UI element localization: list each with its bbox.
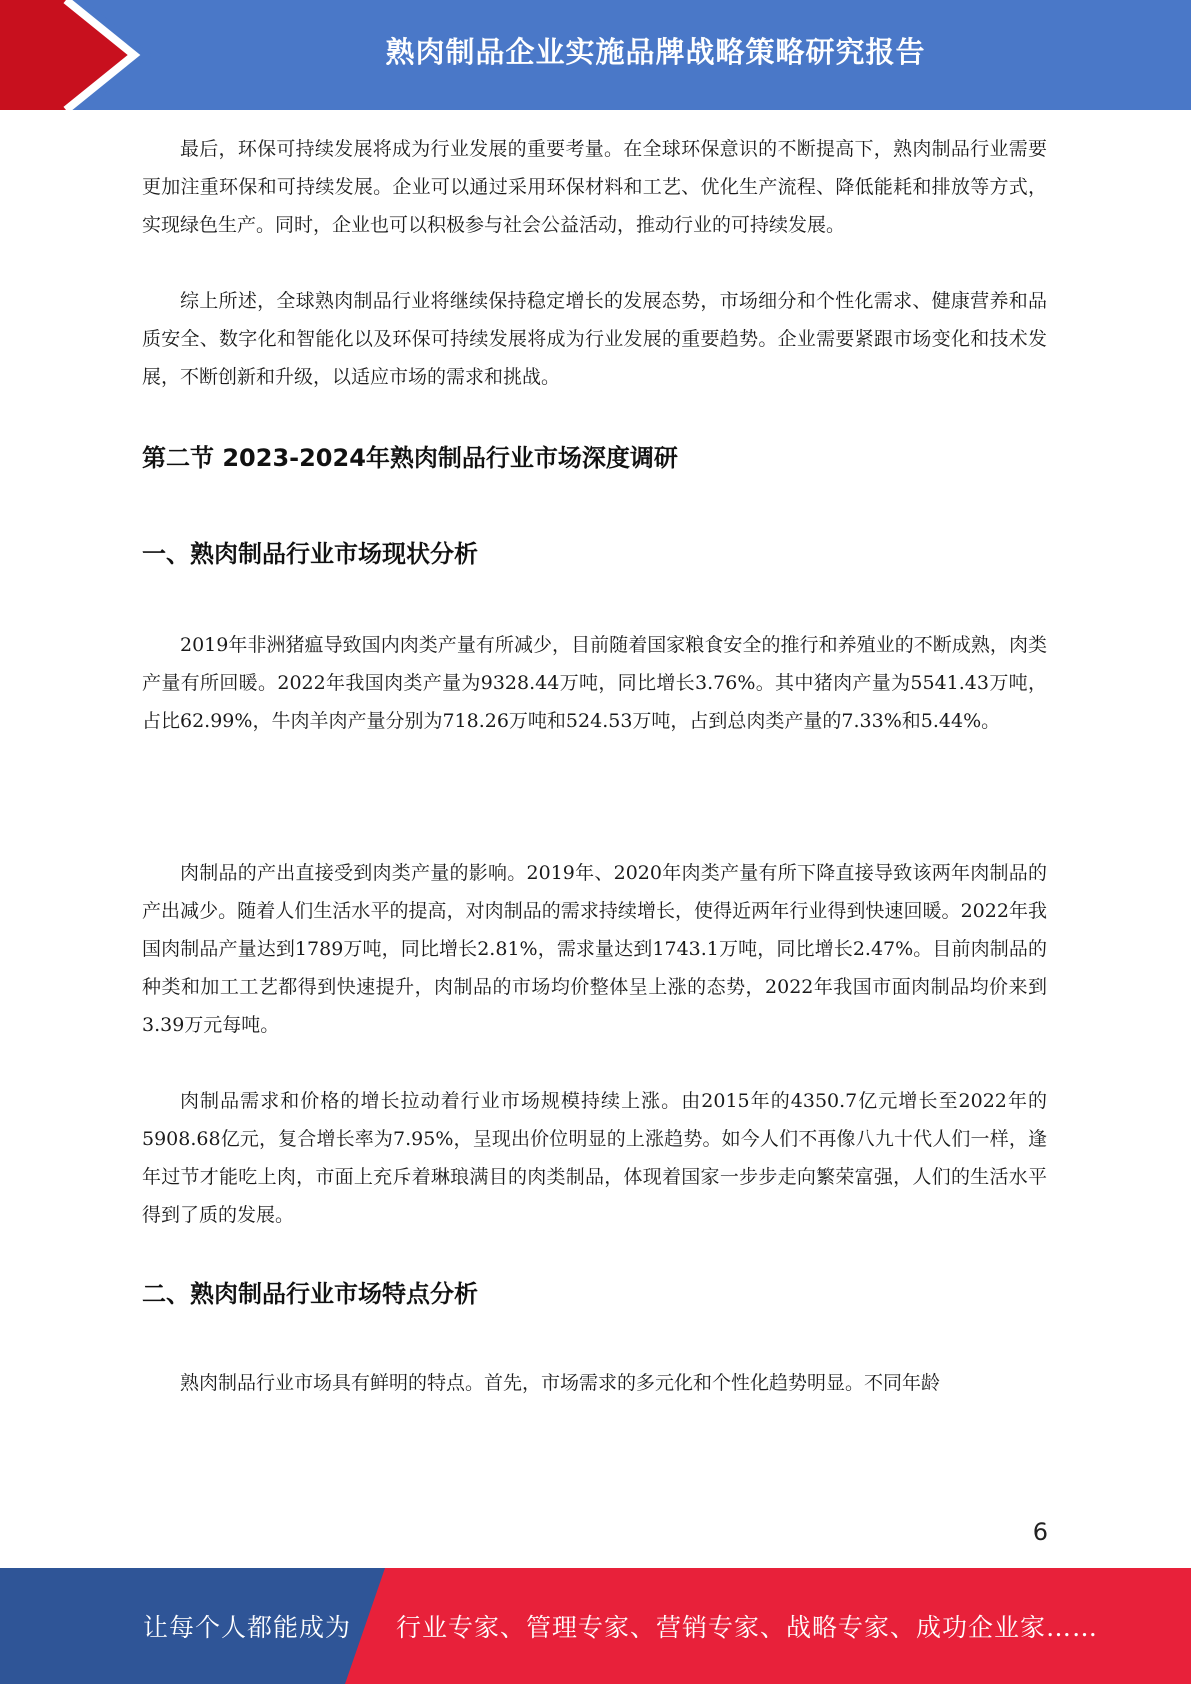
page-number: 6 (1032, 1518, 1048, 1546)
document-body (142, 130, 1047, 1402)
paragraph-market-features: 熟肉制品行业市场具有鲜明的特点。首先，市场需求的多元化和个性化趋势明显。不同年龄 (180, 1372, 941, 1394)
page-footer (0, 1568, 1191, 1684)
section-heading: 第二节 2023-2024年熟肉制品行业市场深度调研 (142, 444, 678, 472)
page-header (0, 0, 1191, 110)
paragraph-market-size: 肉制品需求和价格的增长拉动着行业市场规模持续上涨。由2015年的4350.7亿元增长至2022年的5908.68亿元，复合增长率为7.95%，呈现出价位明显的上涨趋势。如今人们不再像八九十代人们一样，逢年过节才能吃上肉，市面上充斥着琳琅满目的肉类制品，体现着国家一步步走向繁荣富强，人们的生活水平得到了质的发展。 (142, 1090, 1047, 1226)
paragraph-meat-output: 2019年非洲猪瘟导致国内肉类产量有所减少，目前随着国家粮食安全的推行和养殖业的不断成熟，肉类产量有所回暖。2022年我国肉类产量为9328.44万吨，同比增长3.76%。其中猪肉产量为5541.43万吨，占比62.99%，牛肉羊肉产量分别为718.26万吨和524.53万吨，占到总肉类产量的7.33%和5.44%。 (142, 634, 1047, 732)
paragraph-environment: 最后，环保可持续发展将成为行业发展的重要考量。在全球环保意识的不断提高下，熟肉制品行业需要更加注重环保和可持续发展。企业可以通过采用环保材料和工艺、优化生产流程、降低能耗和排放等方式，实现绿色生产。同时，企业也可以积极参与社会公益活动，推动行业的可持续发展。 (142, 138, 1047, 236)
subsection-heading-status: 一、熟肉制品行业市场现状分析 (142, 540, 478, 568)
header-arrow-decoration (0, 0, 160, 110)
footer-slogan-right: 行业专家、管理专家、营销专家、战略专家、成功企业家…… (396, 1613, 1099, 1642)
paragraph-summary: 综上所述，全球熟肉制品行业将继续保持稳定增长的发展态势，市场细分和个性化需求、健康营养和品质安全、数字化和智能化以及环保可持续发展将成为行业发展的重要趋势。企业需要紧跟市场变化和技术发展，不断创新和升级，以适应市场的需求和挑战。 (142, 290, 1047, 388)
report-title: 熟肉制品企业实施品牌战略策略研究报告 (385, 34, 926, 69)
paragraph-meat-products: 肉制品的产出直接受到肉类产量的影响。2019年、2020年肉类产量有所下降直接导致该两年肉制品的产出减少。随着人们生活水平的提高，对肉制品的需求持续增长，使得近两年行业得到快速回暖。2022年我国肉制品产量达到1789万吨，同比增长2.81%，需求量达到1743.1万吨，同比增长2.47%。目前肉制品的种类和加工工艺都得到快速提升，肉制品的市场均价整体呈上涨的态势，2022年我国市面肉制品均价来到3.39万元每吨。 (142, 862, 1047, 1036)
footer-slogan-left: 让每个人都能成为 (143, 1613, 352, 1642)
subsection-heading-features: 二、熟肉制品行业市场特点分析 (142, 1280, 478, 1308)
